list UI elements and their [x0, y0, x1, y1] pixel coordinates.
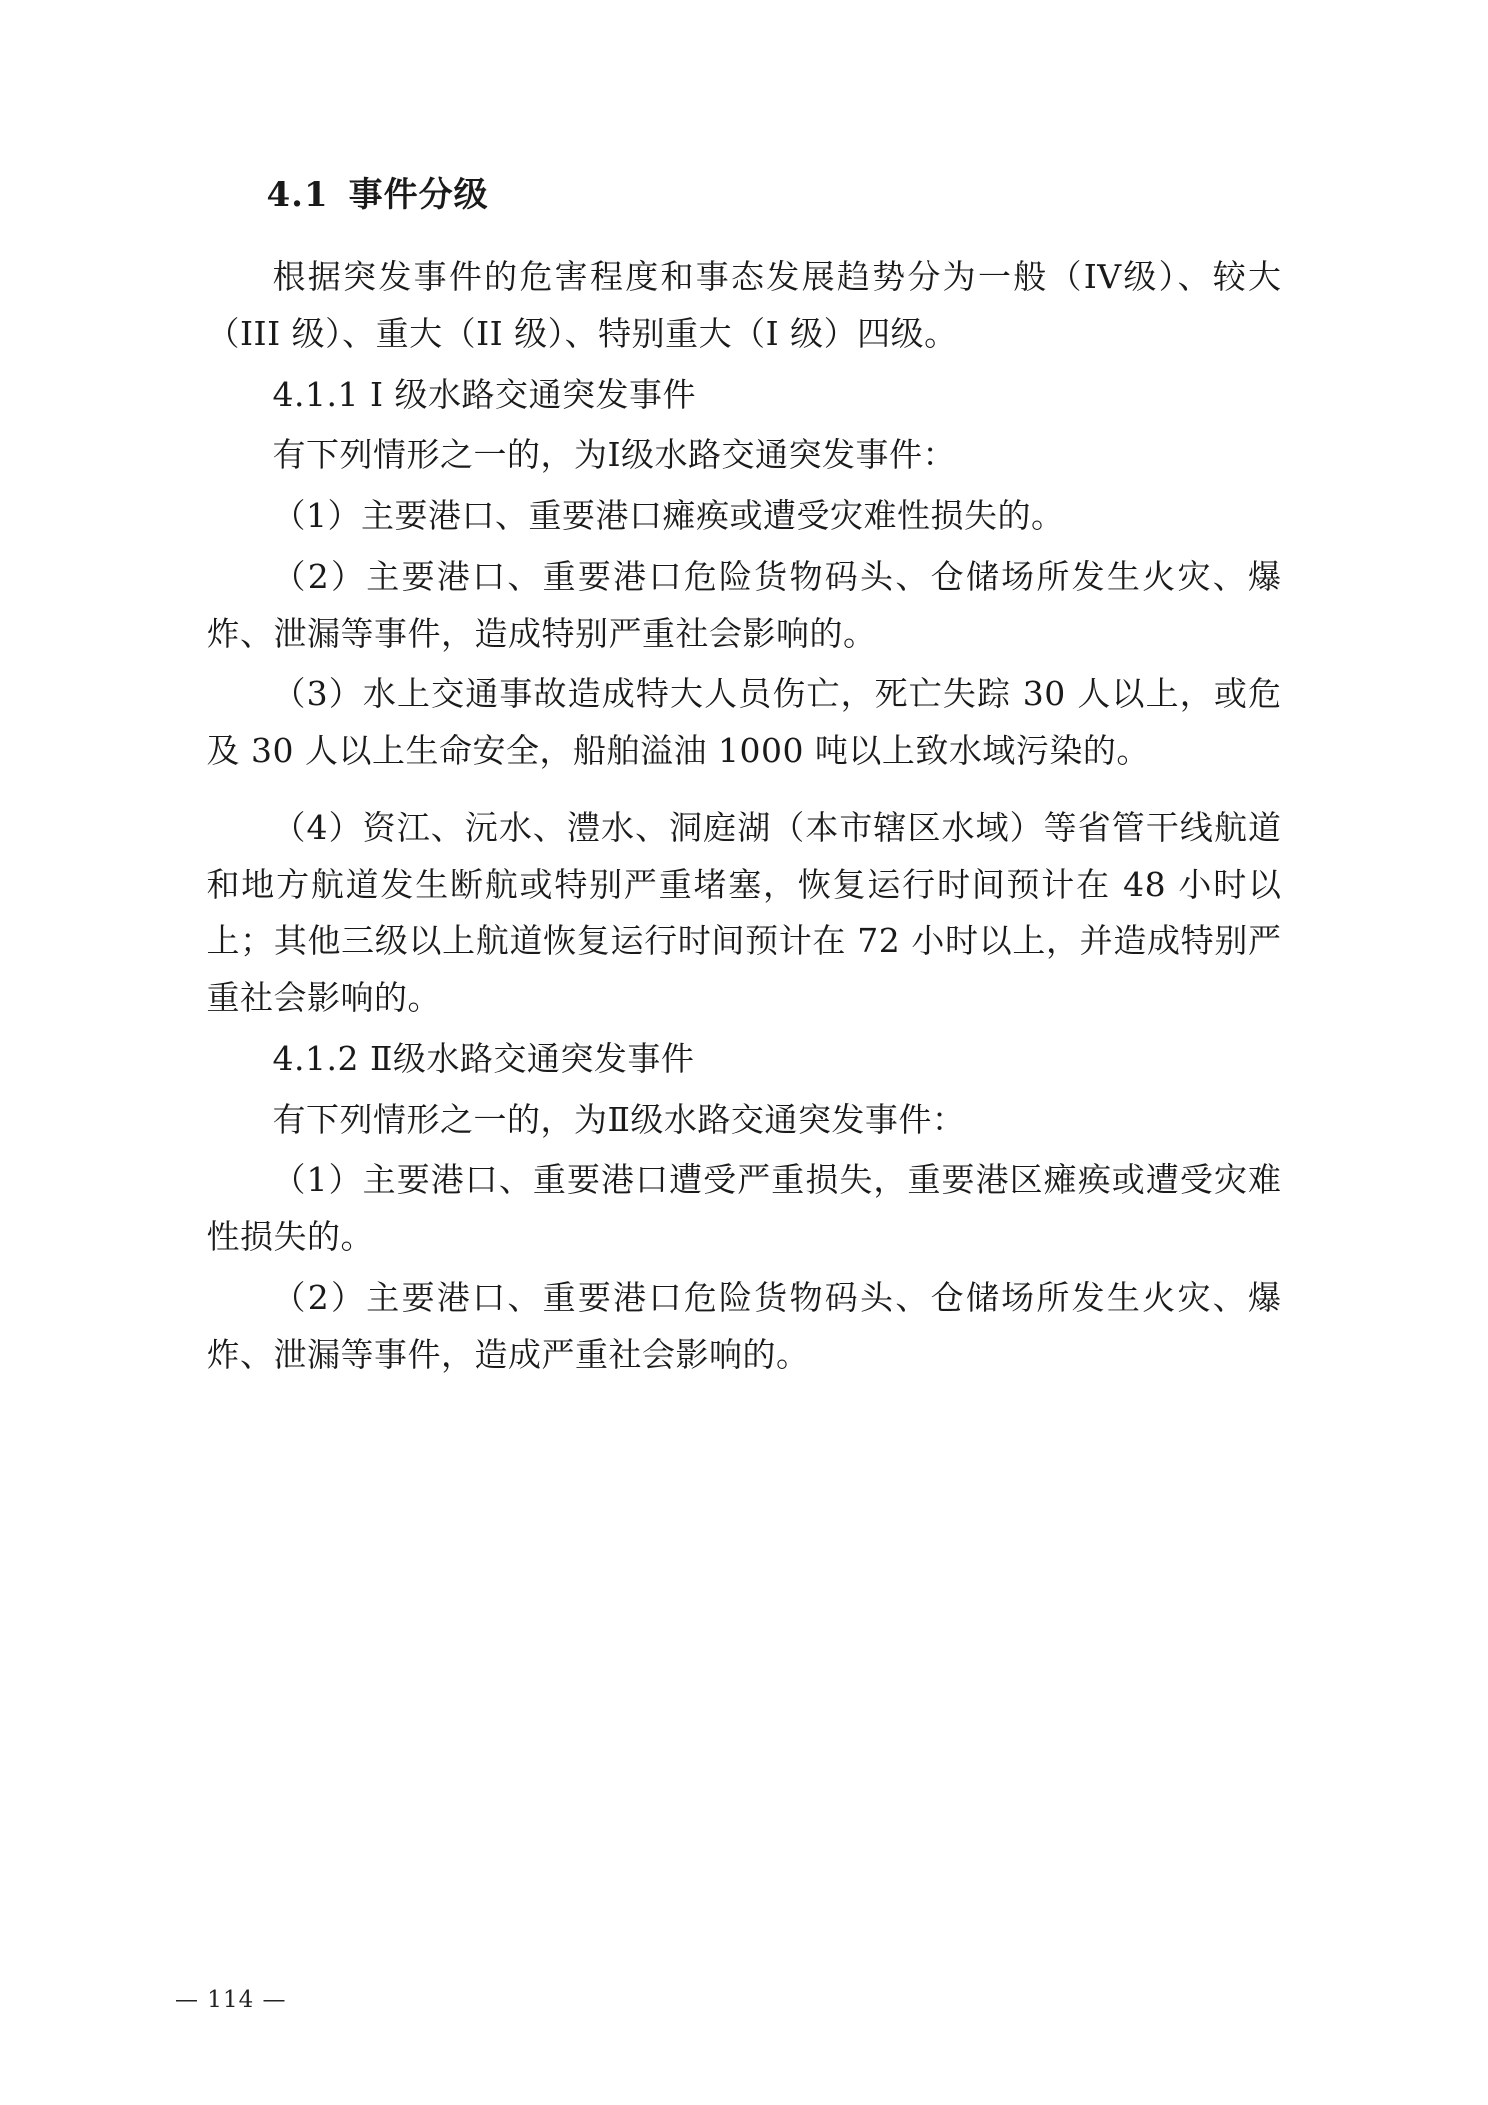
section-heading — [267, 170, 1282, 221]
section-title: 事件分级 — [348, 175, 489, 215]
paragraph-level2-item-2: （2）主要港口、重要港口危险货物码头、仓储场所发生火灾、爆炸、泄漏等事件，造成严重社会影响的。 — [206, 1277, 1282, 1374]
paragraph-level1-item-4: （4）资江、沅水、澧水、洞庭湖（本市辖区水域）等省管干线航道和地方航道发生断航或特别严重堵塞，恢复运行时间预计在 48 小时以上；其他三级以上航道恢复运行时间预计在 72 小时以上，并造成特别严重社会影响的。 — [206, 807, 1282, 1017]
paragraph-level1-item-2: （2）主要港口、重要港口危险货物码头、仓储场所发生火灾、爆炸、泄漏等事件，造成特别严重社会影响的。 — [206, 556, 1282, 653]
document-body — [207, 170, 1282, 1383]
paragraph-4-1-1-heading: 4.1.1 I 级水路交通突发事件 — [272, 374, 696, 414]
paragraph-level1-item-3: （3）水上交通事故造成特大人员伤亡，死亡失踪 30 人以上，或危及 30 人以上生命安全，船舶溢油 1000 吨以上致水域污染的。 — [206, 674, 1282, 770]
section-number: 4.1 — [266, 175, 329, 215]
page-number: — 114 — — [175, 1987, 287, 2013]
paragraph-level2-item-1: （1）主要港口、重要港口遭受严重损失，重要港区瘫痪或遭受灾难性损失的。 — [206, 1160, 1282, 1256]
paragraph-level2-lead: 有下列情形之一的，为Ⅱ级水路交通突发事件： — [272, 1099, 966, 1139]
paragraph-4-1-2-heading: 4.1.2 Ⅱ级水路交通突发事件 — [272, 1038, 695, 1078]
paragraph-intro: 根据突发事件的危害程度和事态发展趋势分为一般（IV级）、较大（III 级）、重大（II 级）、特别重大（I 级）四级。 — [206, 257, 1282, 353]
paragraph-level1-lead: 有下列情形之一的，为Ⅰ级水路交通突发事件： — [272, 435, 957, 475]
paragraph-level1-item-1: （1）主要港口、重要港口瘫痪或遭受灾难性损失的。 — [272, 496, 1065, 535]
